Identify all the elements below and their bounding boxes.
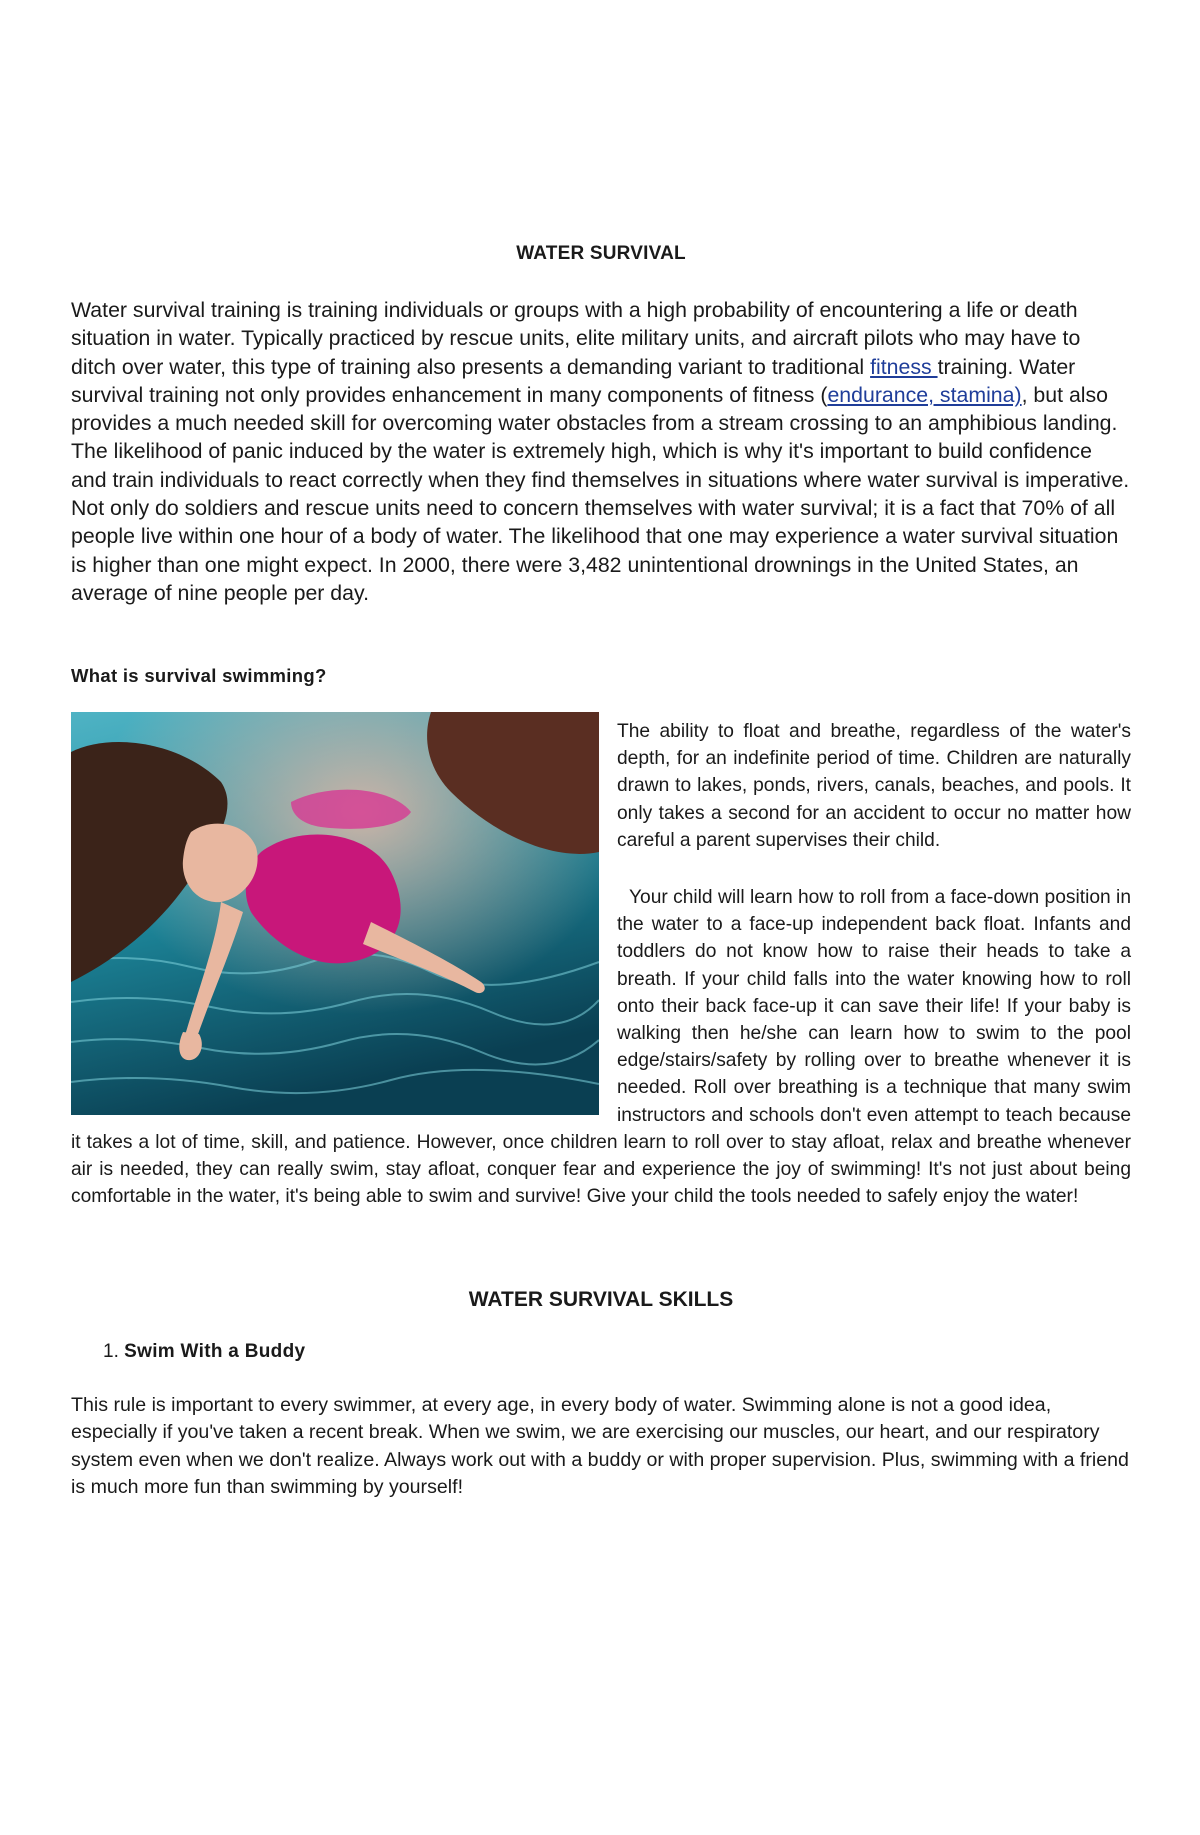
page-title: WATER SURVIVAL xyxy=(516,243,686,264)
survival-definition-paragraph: The ability to float and breathe, regardless of the water's depth, for an indefinite period of time. Children are naturally drawn to lakes, ponds, rivers, canals, beaches, and pools. It only takes a second for an accident to occur no matter how careful a parent supervises their child. xyxy=(617,721,1131,851)
fitness-link[interactable]: fitness xyxy=(870,354,938,379)
list-item xyxy=(103,1341,305,1363)
intro-text-3: , but also provides a much needed skill for overcoming water obstacles from a stream crossing to an amphibious landing. The likelihood of panic induced by the water is extremely high, which is why it's important to build confidence and train individuals to react correctly when they find themselves in situations where water survival is imperative. Not only do soldiers and rescue units need to concern themselves with water survival; it is a fact that 70% of all people live within one hour of a body of water. The likelihood that one may experience a water survival situation is higher than one might expect. In 2000, there were 3,482 unintentional drownings in the United States, an average of nine people per day. xyxy=(71,382,1130,605)
intro-text-1: Water survival training is training individuals or groups with a high probability of encountering a life or death situation in water. Typically practiced by rescue units, elite military units, and aircraft pilots who may have to ditch over water, this type of training also presents a demanding variant to traditional xyxy=(71,298,1081,379)
survival-swimming-section xyxy=(71,712,1131,1210)
roll-over-breathing-paragraph: Your child will learn how to roll from a face-down position in the water to a face-up independent back float. Infants and toddlers do not know how to raise their heads to take a breath. If your child falls into the water knowing how to roll onto their back face-up it can save their life! If your baby is walking then he/she can learn how to swim to the pool edge/stairs/safety by rolling over to breathe whenever it is needed. Roll over breathing is a technique that many swim instructors and schools don't even attempt to teach because it takes a lot of time, skill, and patience. However, once children learn to roll over to stay afloat, relax and breathe whenever air is needed, they can really swim, stay afloat, conquer fear and experience the joy of swimming! It's not just about being comfortable in the water, it's being able to swim and survive! Give your child the tools needed to safely enjoy the water! xyxy=(71,887,1131,1208)
intro-text-2: training. Water survival training not only provides enhancement in many components of fitness ( xyxy=(71,354,1076,407)
buddy-rule-paragraph: This rule is important to every swimmer, at every age, in every body of water. Swimming alone is not a good idea, especially if you've taken a recent break. When we swim, we are exercising our muscles, our heart, and our respiratory system even when we don't realize. Always work out with a buddy or with proper supervision. Plus, swimming with a friend is much more fun than swimming by yourself! xyxy=(71,1394,1129,1498)
endurance-stamina-link[interactable]: endurance, stamina) xyxy=(827,382,1022,407)
skills-heading: WATER SURVIVAL SKILLS xyxy=(468,1288,734,1311)
underwater-child-swimming-photo xyxy=(71,712,599,1115)
intro-paragraph xyxy=(71,296,1131,607)
list-item-label: Swim With a Buddy xyxy=(124,1341,306,1362)
list-item-number: 1. xyxy=(103,1341,119,1362)
survival-swimming-heading: What is survival swimming? xyxy=(71,665,327,686)
